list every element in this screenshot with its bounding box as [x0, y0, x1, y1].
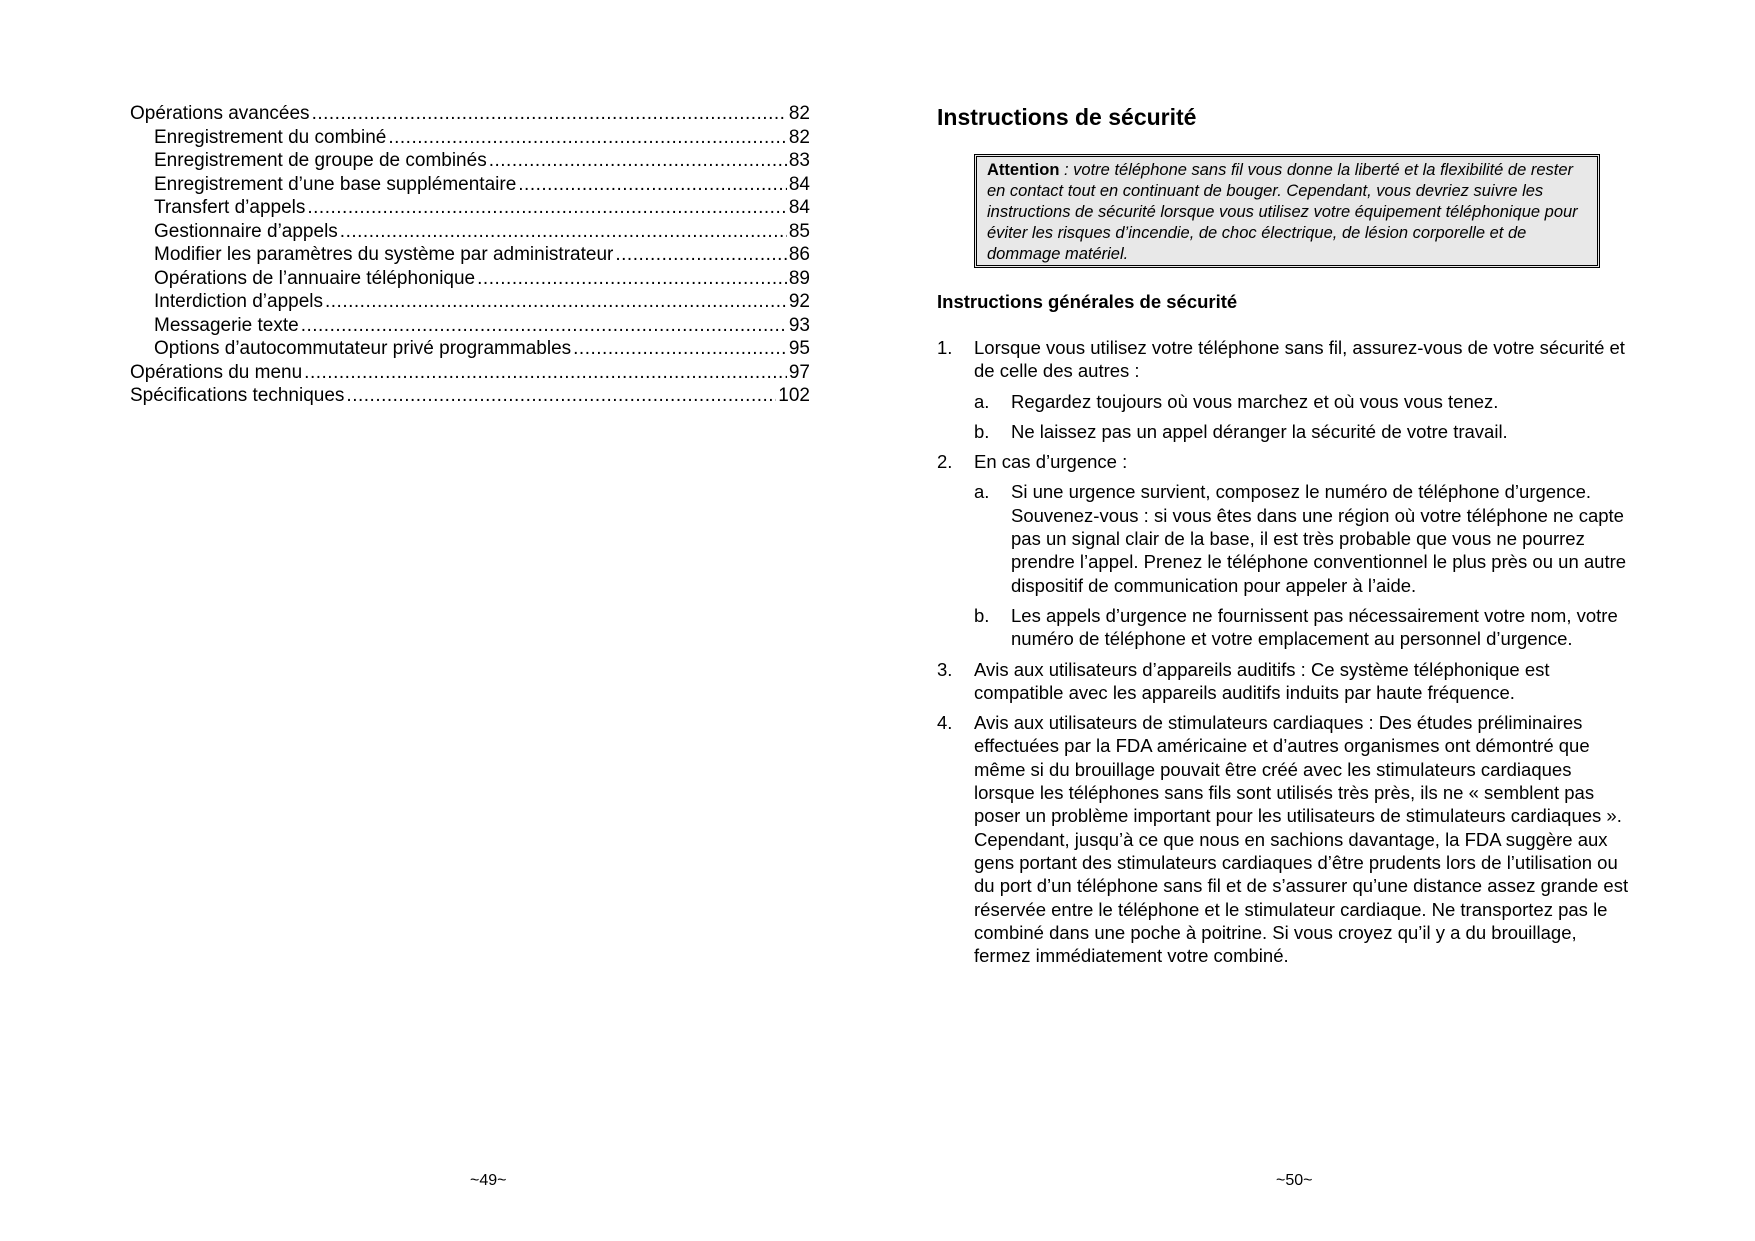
toc-entry: [130, 384, 810, 408]
toc-entry-label: Messagerie texte: [154, 314, 299, 336]
sub-list-item: [974, 604, 1637, 651]
toc-leader-dots: [477, 267, 787, 291]
toc-entry-page: 92: [788, 291, 810, 312]
table-of-contents: [130, 102, 810, 408]
toc-entry-page: 84: [788, 197, 810, 218]
list-item-number: 3.: [937, 658, 953, 680]
toc-entry: [130, 314, 810, 338]
toc-entry-page: 82: [788, 103, 810, 124]
toc-entry-page: 85: [788, 220, 810, 242]
toc-leader-dots: [312, 102, 787, 126]
page-title: Instructions de sécurité: [937, 104, 1197, 130]
sub-list-item-text: Si une urgence survient, composez le numéro de téléphone d’urgence. Souvenez-vous : si vous êtes dans une région où votre téléphone ne capte pas un signal clair de la base, il est très probable que vous ne pourrez prendre l’appel. Prenez le téléphone conventionnel le plus près ou un autre dispositif de communication pour appeler à l’aide.: [1011, 481, 1627, 596]
list-item-text: Avis aux utilisateurs d’appareils auditifs : Ce système téléphonique est compatible avec les appareils auditifs induits par haute fréquence.: [974, 658, 1550, 703]
toc-entry-page: 86: [788, 244, 810, 265]
toc-leader-dots: [325, 290, 787, 314]
toc-entry: [130, 337, 810, 361]
toc-leader-dots: [346, 384, 776, 408]
sub-list-item-letter: b.: [974, 420, 990, 442]
toc-leader-dots: [304, 361, 787, 385]
sub-list-item-text: Les appels d’urgence ne fournissent pas nécessairement votre nom, votre numéro de téléphone et votre emplacement au personnel d’urgence.: [1011, 604, 1618, 650]
toc-entry: [130, 290, 810, 314]
list-item-body: [974, 658, 1637, 705]
list-item-number: 4.: [937, 712, 953, 734]
page-number-right: ~50~: [1276, 1172, 1313, 1189]
list-item-text: En cas d’urgence :: [974, 451, 1128, 473]
sub-list-item-letter: a.: [974, 390, 990, 412]
section-subtitle: Instructions générales de sécurité: [937, 291, 1238, 312]
toc-entry: [130, 126, 810, 150]
toc-entry: [130, 196, 810, 220]
right-page: [877, 0, 1755, 1241]
toc-leader-dots: [340, 220, 787, 244]
sub-list-item-text: Ne laissez pas un appel déranger la sécurité de votre travail.: [1011, 420, 1508, 442]
list-item-body: [974, 711, 1637, 967]
toc-entry-page: 95: [788, 338, 810, 359]
toc-entry-label: Enregistrement d’une base supplémentaire: [154, 173, 517, 195]
sub-list-item-letter: b.: [974, 604, 990, 626]
sub-list-item: [974, 390, 1637, 413]
toc-entry-page: 97: [788, 361, 810, 383]
list-item: [937, 450, 1637, 650]
toc-entry-page: 84: [788, 173, 810, 195]
toc-leader-dots: [615, 243, 787, 267]
list-item-text: Lorsque vous utilisez votre téléphone sans fil, assurez-vous de votre sécurité et de celle des autres :: [974, 337, 1625, 382]
toc-entry-page: 83: [788, 150, 810, 171]
list-item: [937, 711, 1637, 967]
list-item: [937, 336, 1637, 443]
toc-entry: [130, 361, 810, 385]
attention-text: votre téléphone sans fil vous donne la liberté et la flexibilité de rester en contact tout en continuant de bouger. Cependant, vous devriez suivre les instructions de sécurité lorsque vous utilisez votre équipement téléphonique pour éviter les risques d’incendie, de choc électrique, de lésion corporelle et de dommage matériel.: [987, 161, 1578, 263]
left-page: [0, 0, 877, 1241]
attention-lead: Attention: [987, 161, 1060, 179]
sub-list-item: [974, 480, 1637, 596]
attention-notice: [974, 154, 1600, 268]
toc-entry-label: Gestionnaire d’appels: [154, 220, 338, 242]
toc-entry-label: Opérations avancées: [130, 103, 310, 124]
toc-leader-dots: [573, 337, 787, 361]
list-item-body: [974, 450, 1637, 650]
toc-leader-dots: [518, 173, 787, 197]
toc-leader-dots: [388, 126, 787, 150]
toc-entry: [130, 220, 810, 244]
toc-entry: [130, 243, 810, 267]
toc-entry-label: Opérations de l’annuaire téléphonique: [154, 267, 476, 289]
toc-entry: [130, 267, 810, 291]
toc-entry-label: Transfert d’appels: [154, 197, 306, 218]
toc-entry-page: 102: [778, 385, 810, 406]
toc-entry-label: Options d’autocommutateur privé programmables: [154, 338, 572, 359]
toc-entry-page: 89: [788, 267, 810, 289]
toc-entry-label: Enregistrement de groupe de combinés: [154, 150, 487, 171]
toc-entry-label: Opérations du menu: [130, 361, 303, 383]
page-number-left: ~49~: [470, 1172, 507, 1189]
toc-entry: [130, 149, 810, 173]
toc-entry-page: 93: [788, 314, 810, 336]
safety-instructions-list: [937, 336, 1637, 974]
toc-entry-page: 82: [788, 126, 810, 148]
toc-entry: [130, 173, 810, 197]
toc-entry-label: Enregistrement du combiné: [154, 126, 387, 148]
list-item: [937, 658, 1637, 705]
toc-entry-label: Spécifications techniques: [130, 385, 345, 406]
toc-entry-label: Interdiction d’appels: [154, 291, 323, 312]
list-item-number: 1.: [937, 337, 953, 358]
list-item-body: [974, 336, 1637, 443]
toc-leader-dots: [489, 149, 787, 173]
sub-list-item-letter: a.: [974, 481, 990, 503]
toc-leader-dots: [301, 314, 787, 338]
list-item-text: Avis aux utilisateurs de stimulateurs cardiaques : Des études préliminaires effectuées par la FDA américaine et d’autres organismes ont démontré que même si du brouillage pouvait être créé avec les stimulateurs cardiaques lorsque les téléphones sans fils sont utilisés très près, ils ne « semblent pas poser un problème important pour les utilisateurs de stimulateurs cardiaques ». Cependant, jusqu’à ce que nous en sachions davantage, la FDA suggère aux gens portant des stimulateurs cardiaques d’être prudents lors de l’utilisation ou du port d’un téléphone sans fil et de s’assurer qu’une distance assez grande est réservée entre le téléphone et le stimulateur cardiaque. Ne transportez pas le combiné dans une poche à poitrine. Si vous croyez qu’il y a du brouillage, fermez immédiatement votre combiné.: [974, 712, 1629, 967]
attention-separator: :: [1059, 161, 1074, 179]
toc-entry-label: Modifier les paramètres du système par administrateur: [154, 244, 614, 265]
sub-list-item: [974, 420, 1637, 443]
toc-entry: [130, 102, 810, 126]
toc-leader-dots: [307, 196, 786, 220]
sub-list-item-text: Regardez toujours où vous marchez et où vous vous tenez.: [1011, 390, 1499, 412]
list-item-number: 2.: [937, 451, 953, 473]
